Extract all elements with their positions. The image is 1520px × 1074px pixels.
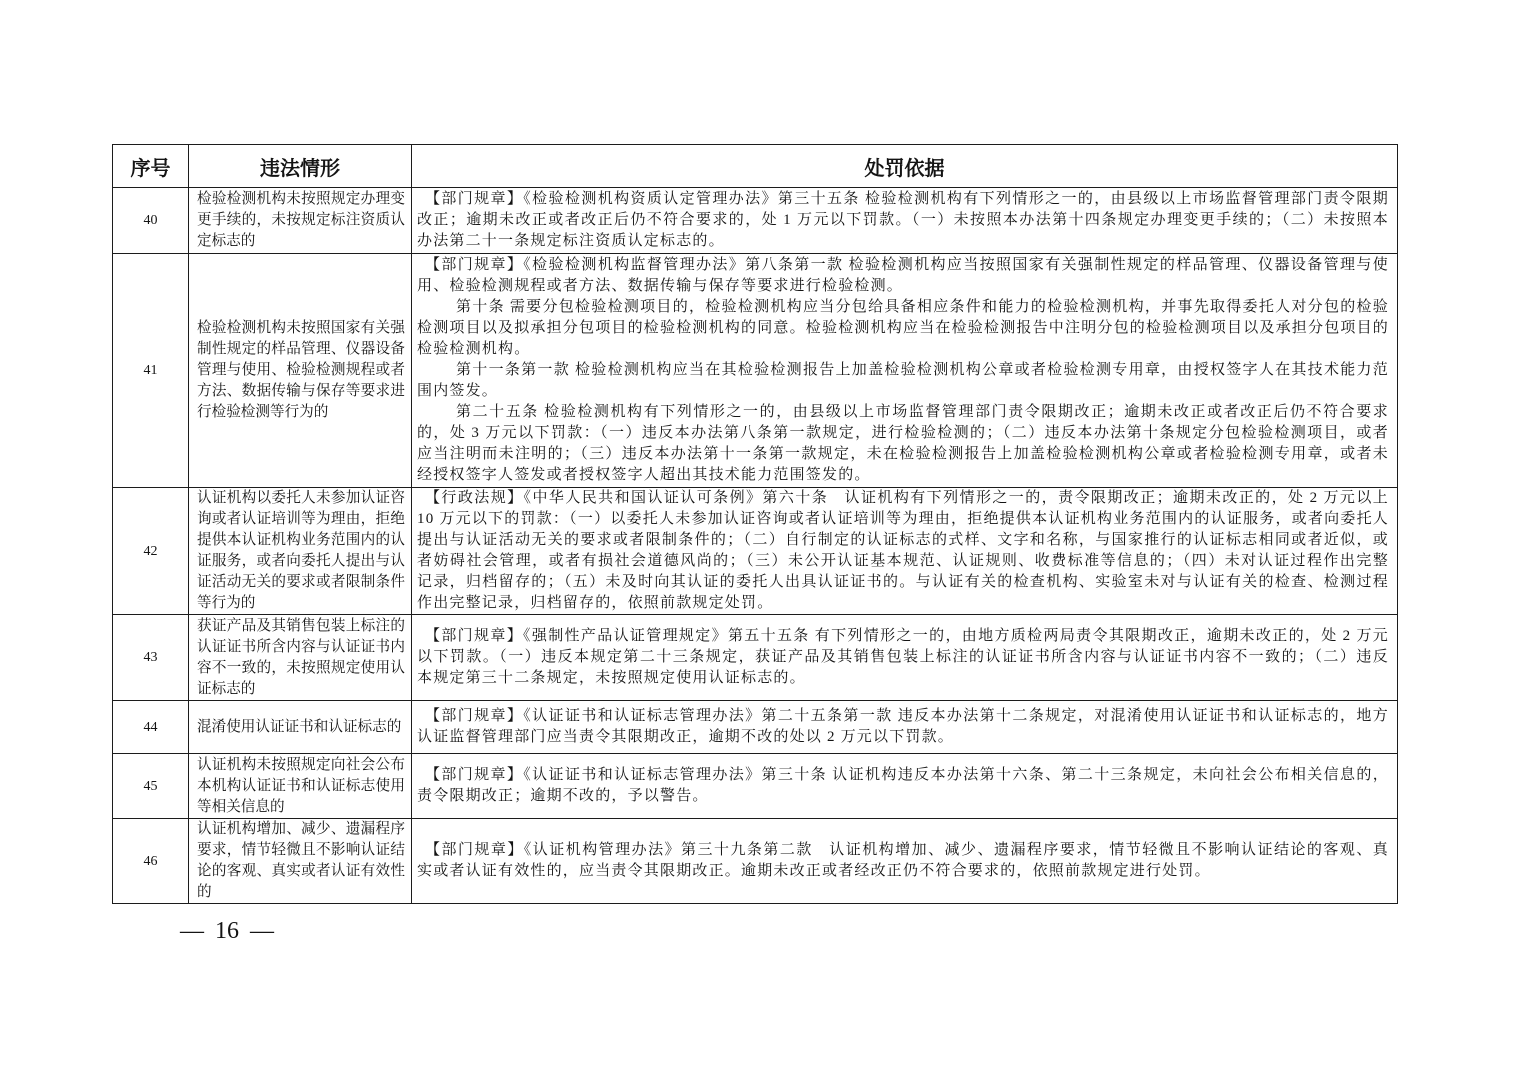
- basis-paragraph: 【部门规章】《检验检测机构资质认定管理办法》第三十五条 检验检测机构有下列情形之一的，由县级以上市场监督管理部门责令限期改正；逾期未改正或者改正后仍不符合要求的，处 1 万元以下罚款。（一）未按照本办法第十四条规定办理变更手续的；（二）未按照本办法第二十一条规定标注资质认定标志的。: [417, 191, 1389, 249]
- table-row: [113, 701, 1398, 754]
- page-number: — 16 —: [180, 918, 274, 944]
- cell-violation: 混淆使用认证证书和认证标志的: [189, 701, 412, 754]
- cell-violation: 检验检测机构未按照国家有关强制性规定的样品管理、仪器设备管理与使用、检验检测规程或者方法、数据传输与保存等要求进行检验检测等行为的: [189, 254, 412, 488]
- cell-basis: [412, 819, 1398, 904]
- cell-seq: 41: [113, 254, 189, 488]
- cell-seq: 45: [113, 754, 189, 819]
- cell-seq: 44: [113, 701, 189, 754]
- table-row: [113, 488, 1398, 615]
- table-header-row: [113, 145, 1398, 188]
- table-row: [113, 254, 1398, 488]
- basis-paragraph: 【行政法规】《中华人民共和国认证认可条例》第六十条 认证机构有下列情形之一的，责令限期改正；逾期未改正的，处 2 万元以上 10 万元以下的罚款：（一）以委托人未参加认证咨询或者认证培训等为理由，拒绝提供本认证机构业务范围内的认证服务，或者向委托人提出与认证活动无关的要求或者限制条件的；（二）自行制定的认证标志的式样、文字和名称，与国家推行的认证标志相同或者近似，或者妨碍社会管理，或者有损社会道德风尚的；（三）未公开认证基本规范、认证规则、收费标准等信息的；（四）未对认证过程作出完整记录，归档留存的；（五）未及时向其认证的委托人出具认证证书的。与认证有关的检查机构、实验室未对与认证有关的检查、检测过程作出完整记录，归档留存的，依照前款规定处罚。: [417, 490, 1389, 611]
- cell-seq: 43: [113, 615, 189, 701]
- table-header: [113, 145, 1398, 188]
- table-body: [113, 188, 1398, 904]
- basis-paragraph: 第十条 需要分包检验检测项目的，检验检测机构应当分包给具备相应条件和能力的检验检测机构，并事先取得委托人对分包的检验检测项目以及拟承担分包项目的检验检测机构的同意。检验检测机构应当在检验检测报告中注明分包的检验检测项目以及承担分包项目的检验检测机构。: [417, 299, 1390, 357]
- cell-seq: 46: [113, 819, 189, 904]
- cell-basis: [412, 754, 1398, 819]
- page-content: [112, 144, 1397, 946]
- penalty-table: [112, 144, 1398, 904]
- cell-seq: 40: [113, 188, 189, 254]
- basis-paragraph: 【部门规章】《强制性产品认证管理规定》第五十五条 有下列情形之一的，由地方质检两局责令其限期改正，逾期未改正的，处 2 万元以下罚款。（一）违反本规定第二十三条规定，获证产品及其销售包装上标注的认证证书所含内容与认证证书内容不一致的；（二）违反本规定第三十二条规定，未按照规定使用认证标志的。: [417, 628, 1389, 686]
- basis-paragraph: 【部门规章】《认证证书和认证标志管理办法》第二十五条第一款 违反本办法第十二条规定，对混淆使用认证证书和认证标志的，地方认证监督管理部门应当责令其限期改正，逾期不改的处以 2 万元以下罚款。: [417, 708, 1389, 745]
- cell-basis: [412, 615, 1398, 701]
- basis-paragraph: 【部门规章】《认证证书和认证标志管理办法》第三十条 认证机构违反本办法第十六条、第二十三条规定，未向社会公布相关信息的，责令限期改正；逾期不改的，予以警告。: [417, 767, 1389, 804]
- cell-violation: 认证机构未按照规定向社会公布本机构认证证书和认证标志使用等相关信息的: [189, 754, 412, 819]
- basis-paragraph: 【部门规章】《检验检测机构监督管理办法》第八条第一款 检验检测机构应当按照国家有关强制性规定的样品管理、仪器设备管理与使用、检验检测规程或者方法、数据传输与保存等要求进行检验检测。: [417, 257, 1389, 294]
- basis-paragraph: 【部门规章】《认证机构管理办法》第三十九条第二款 认证机构增加、减少、遗漏程序要求，情节轻微且不影响认证结论的客观、真实或者认证有效性的，应当责令其限期改正。逾期未改正或者经改正仍不符合要求的，依照前款规定进行处罚。: [417, 842, 1389, 879]
- cell-seq: 42: [113, 488, 189, 615]
- cell-basis: [412, 701, 1398, 754]
- header-violation: 违法情形: [189, 145, 412, 188]
- table-row: [113, 188, 1398, 254]
- cell-basis: [412, 188, 1398, 254]
- header-basis: 处罚依据: [412, 145, 1398, 188]
- table-row: [113, 615, 1398, 701]
- table-row: [113, 754, 1398, 819]
- table-row: [113, 819, 1398, 904]
- cell-violation: 认证机构增加、减少、遗漏程序要求，情节轻微且不影响认证结论的客观、真实或者认证有效性的: [189, 819, 412, 904]
- header-seq: 序号: [113, 145, 189, 188]
- cell-basis: [412, 488, 1398, 615]
- cell-violation: 认证机构以委托人未参加认证咨询或者认证培训等为理由，拒绝提供本认证机构业务范围内的认证服务，或者向委托人提出与认证活动无关的要求或者限制条件等行为的: [189, 488, 412, 615]
- cell-violation: 获证产品及其销售包装上标注的认证证书所含内容与认证证书内容不一致的，未按照规定使用认证标志的: [189, 615, 412, 701]
- basis-paragraph: 第二十五条 检验检测机构有下列情形之一的，由县级以上市场监督管理部门责令限期改正；逾期未改正或者改正后仍不符合要求的，处 3 万元以下罚款：（一）违反本办法第八条第一款规定，进行检验检测的；（二）违反本办法第十条规定分包检验检测项目，或者应当注明而未注明的；（三）违反本办法第十一条第一款规定，未在检验检测报告上加盖检验检测机构公章或者检验检测专用章，或者未经授权签字人签发或者授权签字人超出其技术能力范围签发的。: [417, 404, 1389, 483]
- basis-paragraph: 第十一条第一款 检验检测机构应当在其检验检测报告上加盖检验检测机构公章或者检验检测专用章，由授权签字人在其技术能力范围内签发。: [417, 362, 1389, 399]
- cell-basis: [412, 254, 1398, 488]
- cell-violation: 检验检测机构未按照规定办理变更手续的，未按规定标注资质认定标志的: [189, 188, 412, 254]
